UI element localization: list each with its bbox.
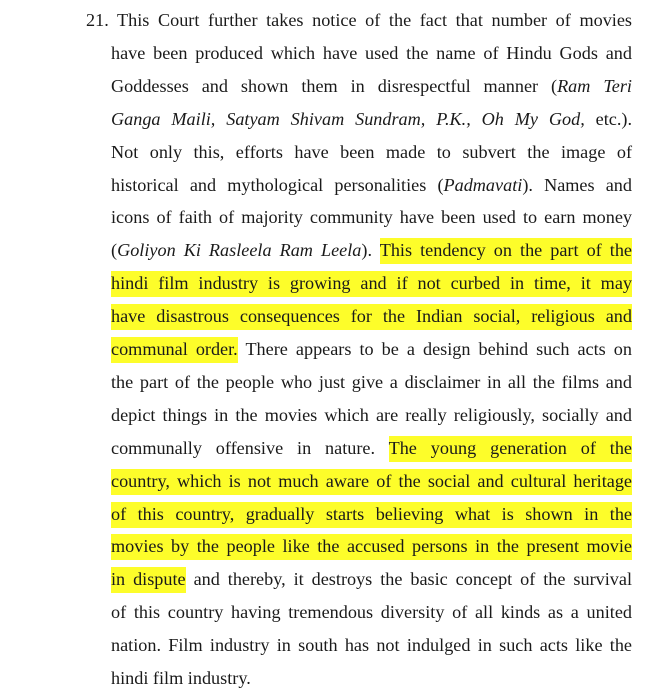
highlighted-text: have disastrous consequences for the Indian social, religious and <box>111 304 632 330</box>
body-text: and thereby, it destroys the basic concept of the survival <box>185 569 632 590</box>
text-line <box>111 73 632 106</box>
text-line <box>111 533 632 566</box>
body-text: the part of the people who just give a disclaimer in all the films and <box>111 371 632 392</box>
text-line <box>111 632 632 665</box>
text-line <box>111 435 632 468</box>
text-line <box>111 336 632 369</box>
text-line <box>111 172 632 205</box>
text-line <box>111 40 632 73</box>
body-text: Not only this, efforts have been made to subvert the image of <box>111 141 632 162</box>
body-text: 21. This Court further takes notice of the fact that number of movies <box>86 10 632 30</box>
body-text: etc.). <box>584 108 632 129</box>
text-line <box>111 468 632 501</box>
italic-title-text: Goliyon Ki Rasleela Ram Leela <box>117 240 362 261</box>
highlighted-text: This tendency on the part of the <box>380 238 632 264</box>
highlighted-text: The young generation of the <box>389 436 632 462</box>
body-text: ). <box>361 240 380 261</box>
highlighted-text: communal order. <box>111 337 238 363</box>
text-line <box>111 566 632 599</box>
italic-title-text: Ram Teri <box>557 75 632 96</box>
body-text: historical and mythological personalities ( <box>111 174 444 195</box>
text-line <box>111 270 632 303</box>
italic-title-text: Padmavati <box>443 174 523 195</box>
text-line <box>111 402 632 435</box>
body-text: Goddesses and shown them in disrespectful manner ( <box>111 75 558 96</box>
body-text: There appears to be a design behind such acts on <box>237 339 632 359</box>
highlighted-text: country, which is not much aware of the social and cultural heritage <box>111 469 632 495</box>
text-line <box>111 501 632 534</box>
highlighted-text: movies by the people like the accused persons in the present movie <box>111 534 632 560</box>
text-line <box>111 106 632 139</box>
text-line <box>111 665 632 698</box>
highlighted-text: of this country, gradually starts believing what is shown in the <box>111 502 632 528</box>
text-line <box>86 7 632 40</box>
highlighted-text: in dispute <box>111 567 186 593</box>
body-text: ( <box>111 240 118 261</box>
text-line <box>111 139 632 172</box>
body-text: icons of faith of majority community have been used to earn money <box>111 207 632 228</box>
body-text: ). Names and <box>522 174 632 195</box>
text-line <box>111 599 632 632</box>
text-line <box>111 237 632 270</box>
body-text: of this country having tremendous diversity of all kinds as a united <box>111 602 632 623</box>
italic-title-text: Ganga Maili, Satyam Shivam Sundram, P.K., Oh My God, <box>111 108 585 129</box>
text-line <box>111 303 632 336</box>
body-text: depict things in the movies which are really religiously, socially and <box>111 404 632 425</box>
text-line <box>111 204 632 237</box>
body-text: communally offensive in nature. <box>111 437 389 458</box>
text-line <box>111 369 632 402</box>
body-text: nation. Film industry in south has not indulged in such acts like the <box>111 635 632 656</box>
highlighted-text: hindi film industry is growing and if not curbed in time, it may <box>111 271 632 297</box>
body-text: have been produced which have used the name of Hindu Gods and <box>111 42 632 63</box>
body-text: hindi film industry. <box>111 668 251 688</box>
